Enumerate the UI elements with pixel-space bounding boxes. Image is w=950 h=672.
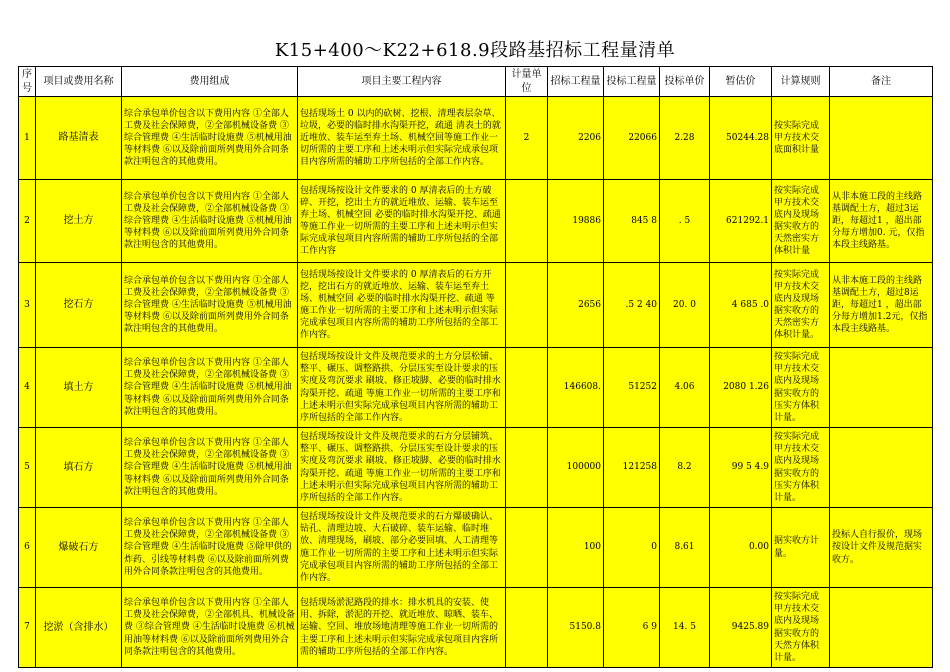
row-note xyxy=(830,428,933,508)
header-name: 项目或费用名称 xyxy=(36,67,122,97)
row-est: 9425.89 xyxy=(710,588,772,668)
header-est: 暂估价 xyxy=(710,67,772,97)
row-unit xyxy=(506,508,548,588)
row-content: 包括现场按设计文件要求的 0 厚清表后的土方破碎、开挖，挖出土方的就近堆放、运输、装车运至弃土场、机械空回 必要的临时排水沟渠开挖、疏通 等施工作业一切所需的主要工序和上述未明示但实际完成承包项目内容所需的辅助工序所包括的全部工作内容 xyxy=(298,180,506,263)
row-name: 填土方 xyxy=(36,348,122,428)
row-name: 挖淤（含排水） xyxy=(36,588,122,668)
row-tender-qty: 19886 xyxy=(548,180,604,263)
row-unit xyxy=(506,263,548,348)
row-est: 621292.1 xyxy=(710,180,772,263)
row-price: 4.06 xyxy=(660,348,710,428)
page-title: K15+400～K22+618.9段路基招标工程量清单 xyxy=(274,40,676,61)
row-tender-qty: 5150.8 xyxy=(548,588,604,668)
row-cost: 综合承包单价包含以下费用内容 ①全部人工费及社会保障费，②全部机械设备费 ③综合管理费 ④生活临时设施费 ⑤机械用油等材料费 ⑥以及除前面所列费用外合同条款注明包含的其他费用。 xyxy=(122,180,298,263)
row-content: 包括现场土 0 以内的砍树、挖根、清理表层杂草、垃圾，必要的临时排水沟渠开挖，疏通 清表土的就近堆放、装车运至弃土场、机械空回等施工作业一切所需的主要工序和上述未明示但实际完成承包项目内容所需的辅助工序所包括的全部工作内容。 xyxy=(298,97,506,180)
row-content: 包括现场按设计文件及规范要求的石方分层铺筑、整平、碾压、调整路拱、分层压实至设计要求的压实度及弯沉要求 刷坡、修正坡脚、必要的临时排水沟渠开挖、疏通 等施工作业一切所需的主要工序和上述未明示但实际完成承包项目内容所需的辅助工序所包括的全部工作内容。 xyxy=(298,428,506,508)
row-name: 路基清表 xyxy=(36,97,122,180)
row-unit xyxy=(506,348,548,428)
row-rule: 按实际完成甲方技术交底内及现场据实收方的天然方体积计量。 xyxy=(772,588,830,668)
table-row xyxy=(19,97,933,180)
row-price: 8.61 xyxy=(660,508,710,588)
table-row xyxy=(19,508,933,588)
row-rule: 据实收方计量。 xyxy=(772,508,830,588)
row-bid-qty: .5 2 40 xyxy=(604,263,660,348)
row-tender-qty: 146608. xyxy=(548,348,604,428)
row-note: 从非本施工段的主线路基调配土方，超过8运距，每超过1 ，超出部分每方增加1.2元，仅指本段主线路基。 xyxy=(830,263,933,348)
row-no: 6 xyxy=(19,508,36,588)
row-tender-qty: 2656 xyxy=(548,263,604,348)
row-est: 99 5 4.9 xyxy=(710,428,772,508)
row-price: . 5 xyxy=(660,180,710,263)
row-name: 填石方 xyxy=(36,428,122,508)
row-no: 5 xyxy=(19,428,36,508)
row-no: 3 xyxy=(19,263,36,348)
table-row xyxy=(19,348,933,428)
row-tender-qty: 2206 xyxy=(548,97,604,180)
row-cost: 综合承包单价包含以下费用内容 ①全部人工费及社会保障费，②全部机械设备费 ③综合管理费 ④生活临时设施费 ⑤机械用油等材料费 ⑥以及除前面所列费用外合同条款注明包含的其他费用。 xyxy=(122,428,298,508)
table-row xyxy=(19,588,933,668)
row-content: 包括现场按设计文件要求的 0 厚清表后的石方开挖，挖出石方的就近堆放、运输、装车运至弃土场、机械空回 必要的临时排水沟渠开挖、疏通 等施工作业一切所需的主要工序和上述未明示但实际完成承包项目内容所需的辅助工序所包括的全部工作内容。 xyxy=(298,263,506,348)
row-name: 挖石方 xyxy=(36,263,122,348)
row-cost: 综合承包单价包含以下费用内容 ①全部人工费及社会保障费，②全部机具、机械设备费 ③综合管理费 ④生活临时设施费 ⑥机械用油等材料费 ⑥以及除前面所列费用外合同条款注明包含的其他费用。 xyxy=(122,588,298,668)
row-note xyxy=(830,97,933,180)
row-bid-qty: 51252 xyxy=(604,348,660,428)
row-bid-qty: 6 9 xyxy=(604,588,660,668)
row-est: 2080 1.26 xyxy=(710,348,772,428)
header-note: 备注 xyxy=(830,67,933,97)
row-note: 从非本施工段的主线路基调配土方，超过3运距，每超过1 ，超出部分每方增加0. 元，仅指本段主线路基。 xyxy=(830,180,933,263)
row-bid-qty: 121258 xyxy=(604,428,660,508)
row-rule: 按实际完成甲方技术交底内及现场据实收方的天然密实方体积计量。 xyxy=(772,263,830,348)
row-price: 2.28 xyxy=(660,97,710,180)
row-cost: 综合承包单价包含以下费用内容 ①全部人工费及社会保障费，②全部机械设备费 ③综合管理费 ④生活临时设施费 ⑤除甲供的炸药、引线等材料费 ⑥以及除前面所列费用外合同条款注明包含的其他费用。 xyxy=(122,508,298,588)
row-unit xyxy=(506,588,548,668)
row-content: 包括现场按设计文件及规范要求的土方分层松铺、整平、碾压、调整路拱、分层压实至设计要求的压实度及弯沉要求 刷坡、修正坡脚、必要的临时排水沟渠开挖、疏通 等施工作业一切所需的主要工序和上述未明示但实际完成承包项目内容所需的辅助工序所包括的全部工作内容。 xyxy=(298,348,506,428)
bill-of-quantities-table xyxy=(18,66,933,668)
row-rule: 按实际完成甲方技术交底面积计量 xyxy=(772,97,830,180)
row-est: 50244.28 xyxy=(710,97,772,180)
header-price: 投标单价 xyxy=(660,67,710,97)
header-content: 项目主要工程内容 xyxy=(298,67,506,97)
row-bid-qty: 22066 xyxy=(604,97,660,180)
row-rule: 按实际完成甲方技术交底内及现场据实收方的压实方体积计量。 xyxy=(772,428,830,508)
row-est: 4 685 .0 xyxy=(710,263,772,348)
header-rule: 计算规则 xyxy=(772,67,830,97)
row-cost: 综合承包单价包含以下费用内容 ①全部人工费及社会保障费，②全部机械设备费 ③综合管理费 ④生活临时设施费 ⑤机械用油等材料费 ⑥以及除前面所列费用外合同条款注明包含的其他费用。 xyxy=(122,97,298,180)
row-rule: 按实际完成甲方技术交底内及现场据实收方的压实方体积计量。 xyxy=(772,348,830,428)
table-row xyxy=(19,263,933,348)
row-rule: 按实际完成甲方技术交底内及现场据实收方的天然密实方体积计量 xyxy=(772,180,830,263)
row-unit xyxy=(506,428,548,508)
row-note xyxy=(830,348,933,428)
row-bid-qty: 0 xyxy=(604,508,660,588)
row-price: 14. 5 xyxy=(660,588,710,668)
row-cost: 综合承包单价包含以下费用内容 ①全部人工费及社会保障费，②全部机械设备费 ③综合管理费 ④生活临时设施费 ⑤机械用油等材料费 ⑥以及除前面所列费用外合同条款注明包含的其他费用。 xyxy=(122,348,298,428)
header-no: 序号 xyxy=(19,67,36,97)
row-name: 爆破石方 xyxy=(36,508,122,588)
row-est: 0.00 xyxy=(710,508,772,588)
row-tender-qty: 100000 xyxy=(548,428,604,508)
table-row xyxy=(19,428,933,508)
row-price: 8.2 xyxy=(660,428,710,508)
table-row xyxy=(19,180,933,263)
row-no: 1 xyxy=(19,97,36,180)
row-no: 2 xyxy=(19,180,36,263)
row-no: 4 xyxy=(19,348,36,428)
header-row xyxy=(19,67,933,97)
row-unit: 2 xyxy=(506,97,548,180)
header-unit: 计量单位 xyxy=(506,67,548,97)
row-tender-qty: 100 xyxy=(548,508,604,588)
row-no: 7 xyxy=(19,588,36,668)
row-price: 20. 0 xyxy=(660,263,710,348)
header-cost: 费用组成 xyxy=(122,67,298,97)
row-content: 包括现场按设计文件及规范要求的石方爆破确认、钻孔、清理边坡、大石破碎、装车运输、临时堆放、清理现场，刷坡、部分必要回填、人工清理等施工作业一切所需的主要工序和上述未明示但实际完成承包项目内容所需的辅助工序所包括的全部工作内容。 xyxy=(298,508,506,588)
row-unit xyxy=(506,180,548,263)
row-bid-qty: 845 8 xyxy=(604,180,660,263)
row-name: 挖土方 xyxy=(36,180,122,263)
row-content: 包括现场淤泥路段的排水：排水机具的安装、使用、拆除，淤泥的开挖、就近堆放、晾晒、装车、运输、空回、堆放场地清理等施工作业一切所需的主要工序和上述未明示但实际完成承包项目内容所需的辅助工序所包括的全部工作内容。 xyxy=(298,588,506,668)
header-bid-qty: 投标工程量 xyxy=(604,67,660,97)
header-tender-qty: 招标工程量 xyxy=(548,67,604,97)
row-note: 投标人自行报价，现场按设计文件及规范据实收方。 xyxy=(830,508,933,588)
row-note xyxy=(830,588,933,668)
row-cost: 综合承包单价包含以下费用内容 ①全部人工费及社会保障费，②全部机械设备费 ③综合管理费 ④生活临时设施费 ⑤机械用油等材料费 ⑥以及除前面所列费用外合同条款注明包含的其他费用。 xyxy=(122,263,298,348)
